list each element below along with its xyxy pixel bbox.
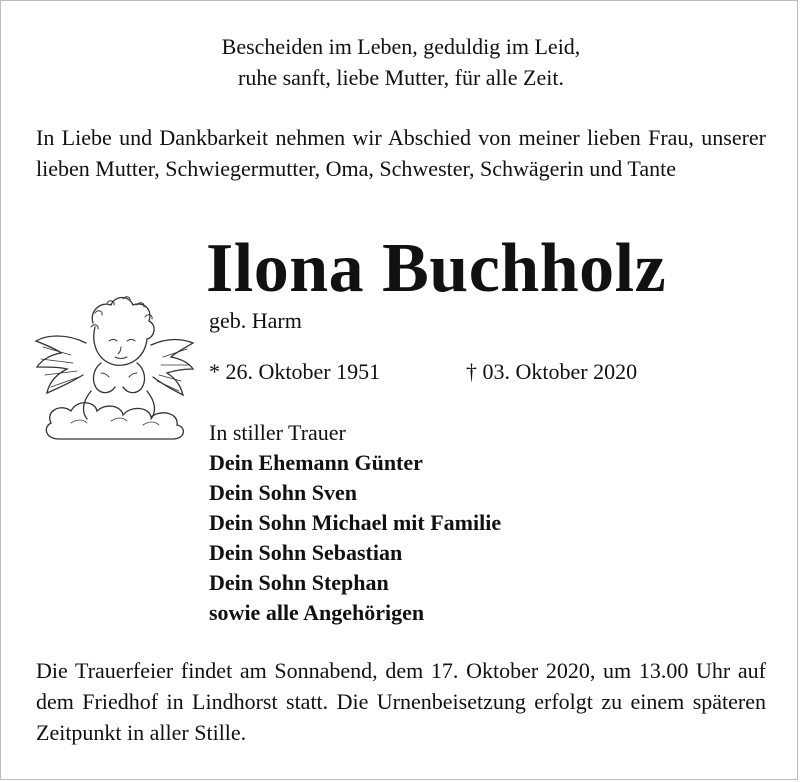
mourner-1: Dein Ehemann Günter	[209, 450, 423, 475]
birth-name: geb. Harm	[209, 308, 302, 333]
intro-text: In Liebe und Dankbarkeit nehmen wir Abschied von meiner lieben Frau, unserer lieben Mutter, Schwiegermutter, Oma, Schwester, Schwägerin und Tante	[36, 125, 766, 181]
poem	[1, 31, 800, 93]
funeral-info: Die Trauerfeier findet am Sonnabend, dem 17. Oktober 2020, um 13.00 Uhr auf dem Friedhof in Lindhorst statt. Die Urnenbeisetzung erfolgt zu einem späteren Zeitpunkt in aller Stille.	[36, 658, 766, 745]
mourner-2: Dein Sohn Sven	[209, 480, 357, 505]
mourner-3: Dein Sohn Michael mit Familie	[209, 510, 502, 535]
deceased-name: Ilona Buchholz	[206, 230, 667, 307]
mourner-5: Dein Sohn Stephan	[209, 570, 389, 595]
poem-line-2: ruhe sanft, liebe Mutter, für alle Zeit.	[238, 65, 564, 90]
mourner-6: sowie alle Angehörigen	[209, 600, 425, 625]
mourners-lead: In stiller Trauer	[209, 420, 346, 445]
poem-line-1: Bescheiden im Leben, geduldig im Leid,	[221, 34, 581, 59]
angel-illustration	[31, 283, 196, 443]
mourner-4: Dein Sohn Sebastian	[209, 540, 403, 565]
death-date: † 03. Oktober 2020	[466, 359, 638, 384]
birth-date: * 26. Oktober 1951	[209, 359, 381, 384]
mourners-list	[209, 418, 501, 628]
